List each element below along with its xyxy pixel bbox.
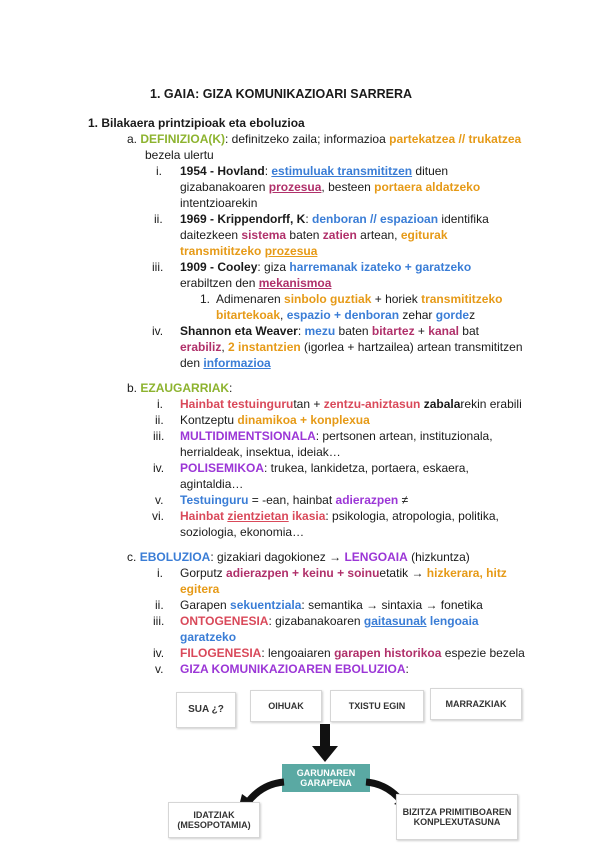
highlight: mezu	[304, 324, 336, 338]
list-item-line: soziologia, ekonomia…	[180, 525, 305, 539]
list-marker: v.	[155, 493, 164, 507]
text: +	[414, 324, 429, 338]
text: baten	[286, 228, 323, 242]
text: ,	[280, 308, 287, 322]
text: (hizkuntza)	[407, 550, 470, 564]
text: (igorlea + hartzailea) artean transmititzen	[300, 340, 523, 354]
list-item	[180, 396, 522, 412]
highlight: GIZA KOMUNIKAZIOAREN EBOLUZIOA	[180, 662, 406, 676]
ezaugarriak-heading: EZAUGARRIAK	[140, 381, 230, 395]
highlight: ikasia	[288, 509, 326, 523]
text: : psikologia, atropologia, politika,	[325, 509, 499, 523]
highlight: espazio + denboran	[286, 308, 400, 322]
highlight: kanal	[428, 324, 459, 338]
highlight: ONTOGENESIA	[180, 614, 269, 628]
highlight: erabiliz	[180, 340, 222, 354]
text: :	[405, 662, 409, 676]
highlight: Testuinguru	[180, 493, 249, 507]
list-marker: i.	[156, 164, 162, 178]
list-item-line	[180, 179, 480, 195]
list-marker: iv.	[153, 461, 165, 475]
highlight: Hainbat	[180, 509, 228, 523]
list-item-line	[180, 629, 236, 645]
highlight: egiturak	[400, 228, 448, 242]
list-marker: vi.	[152, 509, 164, 523]
text: den	[180, 356, 204, 370]
list-item-line	[180, 275, 331, 291]
highlight: prozesua	[268, 180, 322, 194]
highlight: LENGOAIA	[344, 550, 408, 564]
text: : trukea, lankidetza, portaera, eskaera,	[264, 461, 469, 475]
diagram-box-txistu: TXISTU EGIN	[330, 690, 424, 722]
text: Gorputz	[180, 566, 227, 580]
highlight: 2 instantzien	[228, 340, 301, 354]
list-item	[180, 259, 471, 275]
text: Adimenaren	[216, 292, 285, 306]
text: , besteen	[321, 180, 375, 194]
highlight: bitartez	[371, 324, 415, 338]
subsection-c	[127, 549, 470, 565]
highlight: adierazpen + keinu + soinu	[226, 566, 380, 580]
list-marker: v.	[155, 662, 164, 676]
list-item-line	[180, 355, 271, 371]
list-item-line	[180, 581, 219, 597]
author: 1954 - Hovland	[180, 164, 265, 178]
list-item	[180, 412, 370, 428]
diagram-box-marrazkiak: MARRAZKIAK	[430, 688, 522, 720]
text-line: bezela ulertu	[145, 148, 214, 162]
list-marker: iii.	[153, 429, 165, 443]
definizioa-heading: DEFINIZIOA(K)	[140, 132, 226, 146]
diagram-box-sua: SUA ¿?	[176, 692, 236, 728]
diagram-box-idatziak: IDATZIAK (MESOPOTAMIA)	[168, 802, 260, 838]
list-item	[180, 645, 525, 661]
highlight: sinbolo guztiak	[284, 292, 372, 306]
list-marker: iii.	[153, 614, 165, 628]
list-item	[180, 565, 507, 581]
text: rekin erabili	[460, 397, 522, 411]
highlight: MULTIDIMENTSIONALA	[180, 429, 316, 443]
highlight: partekatzea // trukatzea	[389, 132, 522, 146]
text: etatik →	[379, 566, 427, 580]
list-marker: iv.	[152, 324, 164, 338]
list-item	[180, 508, 499, 524]
text: bat	[458, 324, 479, 338]
highlight: dinamikoa + konplexua	[237, 413, 370, 427]
eboluzioa-heading: EBOLUZIOA	[139, 550, 211, 564]
highlight: mekanismoa	[258, 276, 332, 290]
text: :	[264, 164, 272, 178]
highlight: bitartekoak	[216, 308, 281, 322]
sub-marker: 1.	[200, 292, 211, 306]
list-item-line: herrialdeak, insektua, ideiak…	[180, 445, 341, 459]
diagram-center-garunaren: GARUNAREN GARAPENA	[282, 764, 370, 792]
list-marker: ii.	[154, 212, 163, 226]
list-item	[180, 211, 489, 227]
highlight: adierazpen	[335, 493, 399, 507]
highlight: harremanak izateko + garatzeko	[289, 260, 472, 274]
list-marker: iv.	[153, 646, 165, 660]
text: Garapen	[180, 598, 231, 612]
sub-item	[216, 291, 502, 307]
list-item	[180, 661, 409, 677]
text: daitezkeen	[180, 228, 242, 242]
text: : definitzeko zaila; informazioa	[225, 132, 390, 146]
list-item-line	[180, 339, 523, 355]
list-marker: ii.	[155, 413, 164, 427]
text: :	[297, 324, 305, 338]
list-item-line	[180, 227, 448, 243]
text: : gizakiari dagokionez →	[210, 550, 345, 564]
text: identifika	[438, 212, 489, 226]
marker: c.	[127, 550, 137, 564]
text: zabala	[420, 397, 461, 411]
list-marker: ii.	[155, 598, 164, 612]
text: artean,	[356, 228, 401, 242]
list-item	[180, 323, 479, 339]
text: : pertsonen artean, instituzionala,	[315, 429, 493, 443]
highlight: garatzeko	[180, 630, 237, 644]
list-item	[180, 597, 483, 613]
highlight: zientzietan	[227, 509, 289, 523]
text: Kontzeptu	[180, 413, 238, 427]
list-marker: iii.	[152, 260, 164, 274]
author: 1969 - Krippendorff, K	[180, 212, 306, 226]
subsection-b	[127, 380, 232, 396]
highlight: informazioa	[203, 356, 271, 370]
text: :	[229, 381, 233, 395]
highlight: prozesua	[264, 244, 318, 258]
author: Shannon eta Weaver	[180, 324, 298, 338]
text: tan +	[293, 397, 324, 411]
list-item	[180, 163, 448, 179]
list-item	[180, 492, 408, 508]
highlight: transmititzeko	[421, 292, 503, 306]
list-marker: i.	[157, 397, 163, 411]
text: dituen	[412, 164, 449, 178]
list-item	[180, 428, 493, 444]
highlight: sekuentziala	[230, 598, 302, 612]
list-item-line	[180, 243, 317, 259]
highlight: lengoaia	[426, 614, 479, 628]
text: gizabanakoaren	[180, 180, 269, 194]
text: baten	[335, 324, 372, 338]
text: ≠	[398, 493, 409, 507]
text: : gizabanakoaren	[268, 614, 364, 628]
text: erabiltzen den	[180, 276, 259, 290]
text: espezie bezela	[441, 646, 525, 660]
highlight: hizkerara, hitz	[426, 566, 507, 580]
highlight: egitera	[180, 582, 220, 596]
highlight: zatien	[322, 228, 357, 242]
subsection-a	[127, 131, 521, 147]
text: ,	[221, 340, 229, 354]
text: :	[305, 212, 313, 226]
page-title: 1. GAIA: GIZA KOMUNIKAZIOARI SARRERA	[150, 87, 413, 101]
author: 1909 - Cooley	[180, 260, 258, 274]
highlight: Hainbat testuinguru	[180, 397, 294, 411]
highlight: gaitasunak	[363, 614, 427, 628]
text: : semantika → sintaxia → fonetika	[301, 598, 483, 612]
down-arrow-icon	[310, 724, 340, 764]
list-item-line: intentzioarekin	[180, 196, 258, 210]
list-item	[180, 613, 479, 629]
text: + horiek	[371, 292, 422, 306]
highlight: estimuluak transmititzen	[271, 164, 413, 178]
text: : lengoaiaren	[261, 646, 335, 660]
sub-item-line	[216, 307, 475, 323]
highlight: denboran // espazioan	[312, 212, 439, 226]
highlight: zentzu-aniztasun	[323, 397, 421, 411]
diagram-box-oihuak: OIHUAK	[250, 690, 322, 722]
text: = -ean, hainbat	[248, 493, 336, 507]
text: z	[469, 308, 476, 322]
highlight: transmititzeko	[180, 244, 265, 258]
list-marker: i.	[157, 566, 163, 580]
highlight: portaera aldatzeko	[374, 180, 481, 194]
highlight: gorde	[435, 308, 470, 322]
diagram-box-bizitza: BIZITZA PRIMITIBOAREN KONPLEXUTASUNA	[396, 794, 518, 840]
marker: a.	[127, 132, 138, 146]
list-item	[180, 460, 469, 476]
highlight: garapen historikoa	[334, 646, 442, 660]
text: zehar	[399, 308, 436, 322]
highlight: sistema	[241, 228, 287, 242]
marker: b.	[127, 381, 138, 395]
section-heading: 1. Bilakaera printzipioak eta eboluzioa	[88, 116, 305, 130]
text: : giza	[257, 260, 290, 274]
list-item-line: agintaldia…	[180, 477, 244, 491]
highlight: FILOGENESIA	[180, 646, 262, 660]
highlight: POLISEMIKOA	[180, 461, 265, 475]
